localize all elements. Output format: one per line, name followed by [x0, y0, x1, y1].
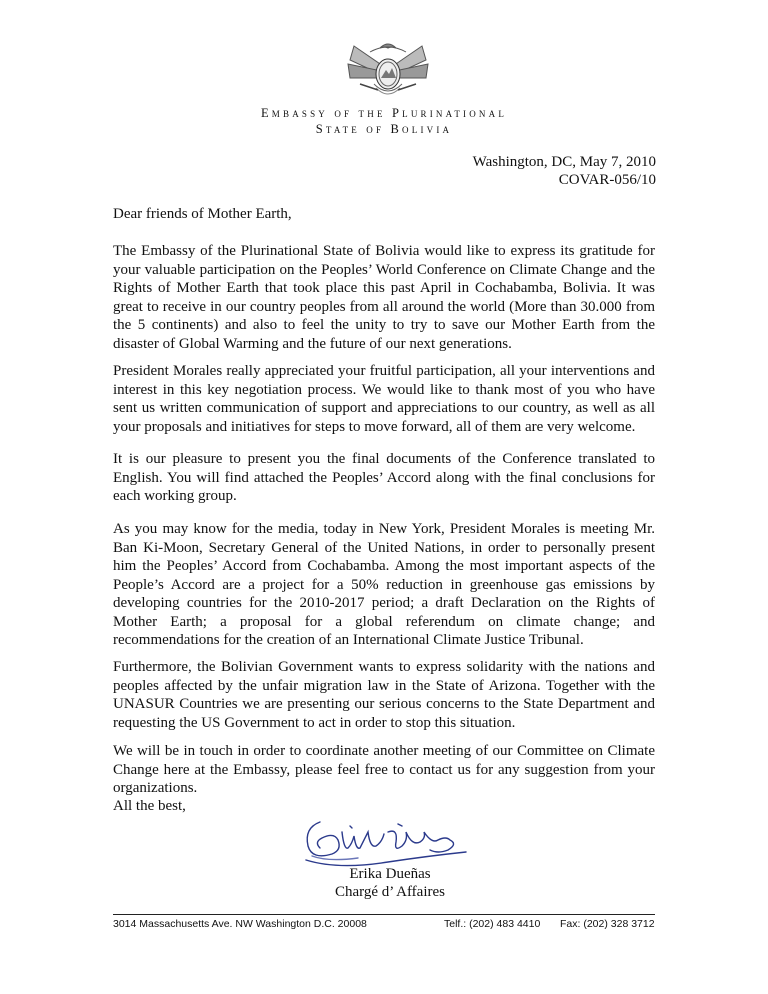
reference-number: COVAR-056/10 — [558, 172, 656, 188]
letterhead-line-2: State of Bolivia — [315, 122, 453, 136]
salutation: Dear friends of Mother Earth, — [113, 206, 292, 222]
signatory-name: Erika Dueñas — [349, 866, 431, 882]
footer-fax: Fax: (202) 328 3712 — [560, 918, 655, 930]
footer-divider — [113, 914, 655, 915]
footer-address: 3014 Massachusetts Ave. NW Washington D.C. 20008 — [113, 918, 367, 930]
letterhead-line-1: Embassy of the Plurinational — [260, 106, 508, 120]
paragraph-contact: We will be in touch in order to coordinate another meeting of our Committee on Climate Change here at the Embassy, please feel free to contact us for any suggestion from your organizations. — [113, 743, 655, 796]
footer-phone: Telf.: (202) 483 4410 — [444, 918, 541, 930]
paragraph-documents: It is our pleasure to present you the final documents of the Conference translated to English. You will find attached the Peoples’ Accord along with the final conclusions for each working group. — [113, 451, 655, 504]
bolivia-coat-of-arms-icon — [340, 38, 436, 102]
paragraph-solidarity: Furthermore, the Bolivian Government wants to express solidarity with the nations and peoples affected by the unfair migration law in the State of Arizona. Together with the UNASUR Countries we are presenting our serious concerns to the State Department and requesting the US Government to act in order to stop this situation. — [113, 659, 655, 731]
paragraph-un-meeting: As you may know for the media, today in New York, President Morales is meeting Mr. Ban Ki-Moon, Secretary General of the United Nations, in order to personally present him the Peoples’ Accord from Cochabamba. Among the most important aspects of the People’s Accord are a project for a 50% reduction in greenhouse gas emissions by developing countries for the 2010-2017 period; a draft Declaration on the Rights of Mother Earth; a proposal for a global referendum on climate change; and recommendations for the creation of an International Climate Justice Tribunal. — [113, 521, 655, 648]
signatory-title: Chargé d’ Affaires — [335, 884, 445, 900]
paragraph-appreciation: President Morales really appreciated your fruitful participation, all your interventions and interest in this key negotiation process. We would like to thank most of you who have sent us written communication of support and appreciations to our country, as well as all your proposals and initiatives for steps to move forward, all of them are very welcome. — [113, 363, 655, 435]
closing: All the best, — [113, 798, 186, 814]
letter-date: Washington, DC, May 7, 2010 — [472, 154, 656, 170]
paragraph-gratitude: The Embassy of the Plurinational State of Bolivia would like to express its gratitude for your valuable participation on the Peoples’ World Conference on Climate Change and the Rights of Mother Earth that took place this past April in Cochabamba, Bolivia. It was great to receive in our country peoples from all around the world (More than 30.000 from the 5 continents) and also to feel the unity to try to save our Mother Earth from the disaster of Global Warming and the future of our next generations. — [113, 243, 655, 352]
handwritten-signature-icon — [298, 810, 470, 872]
